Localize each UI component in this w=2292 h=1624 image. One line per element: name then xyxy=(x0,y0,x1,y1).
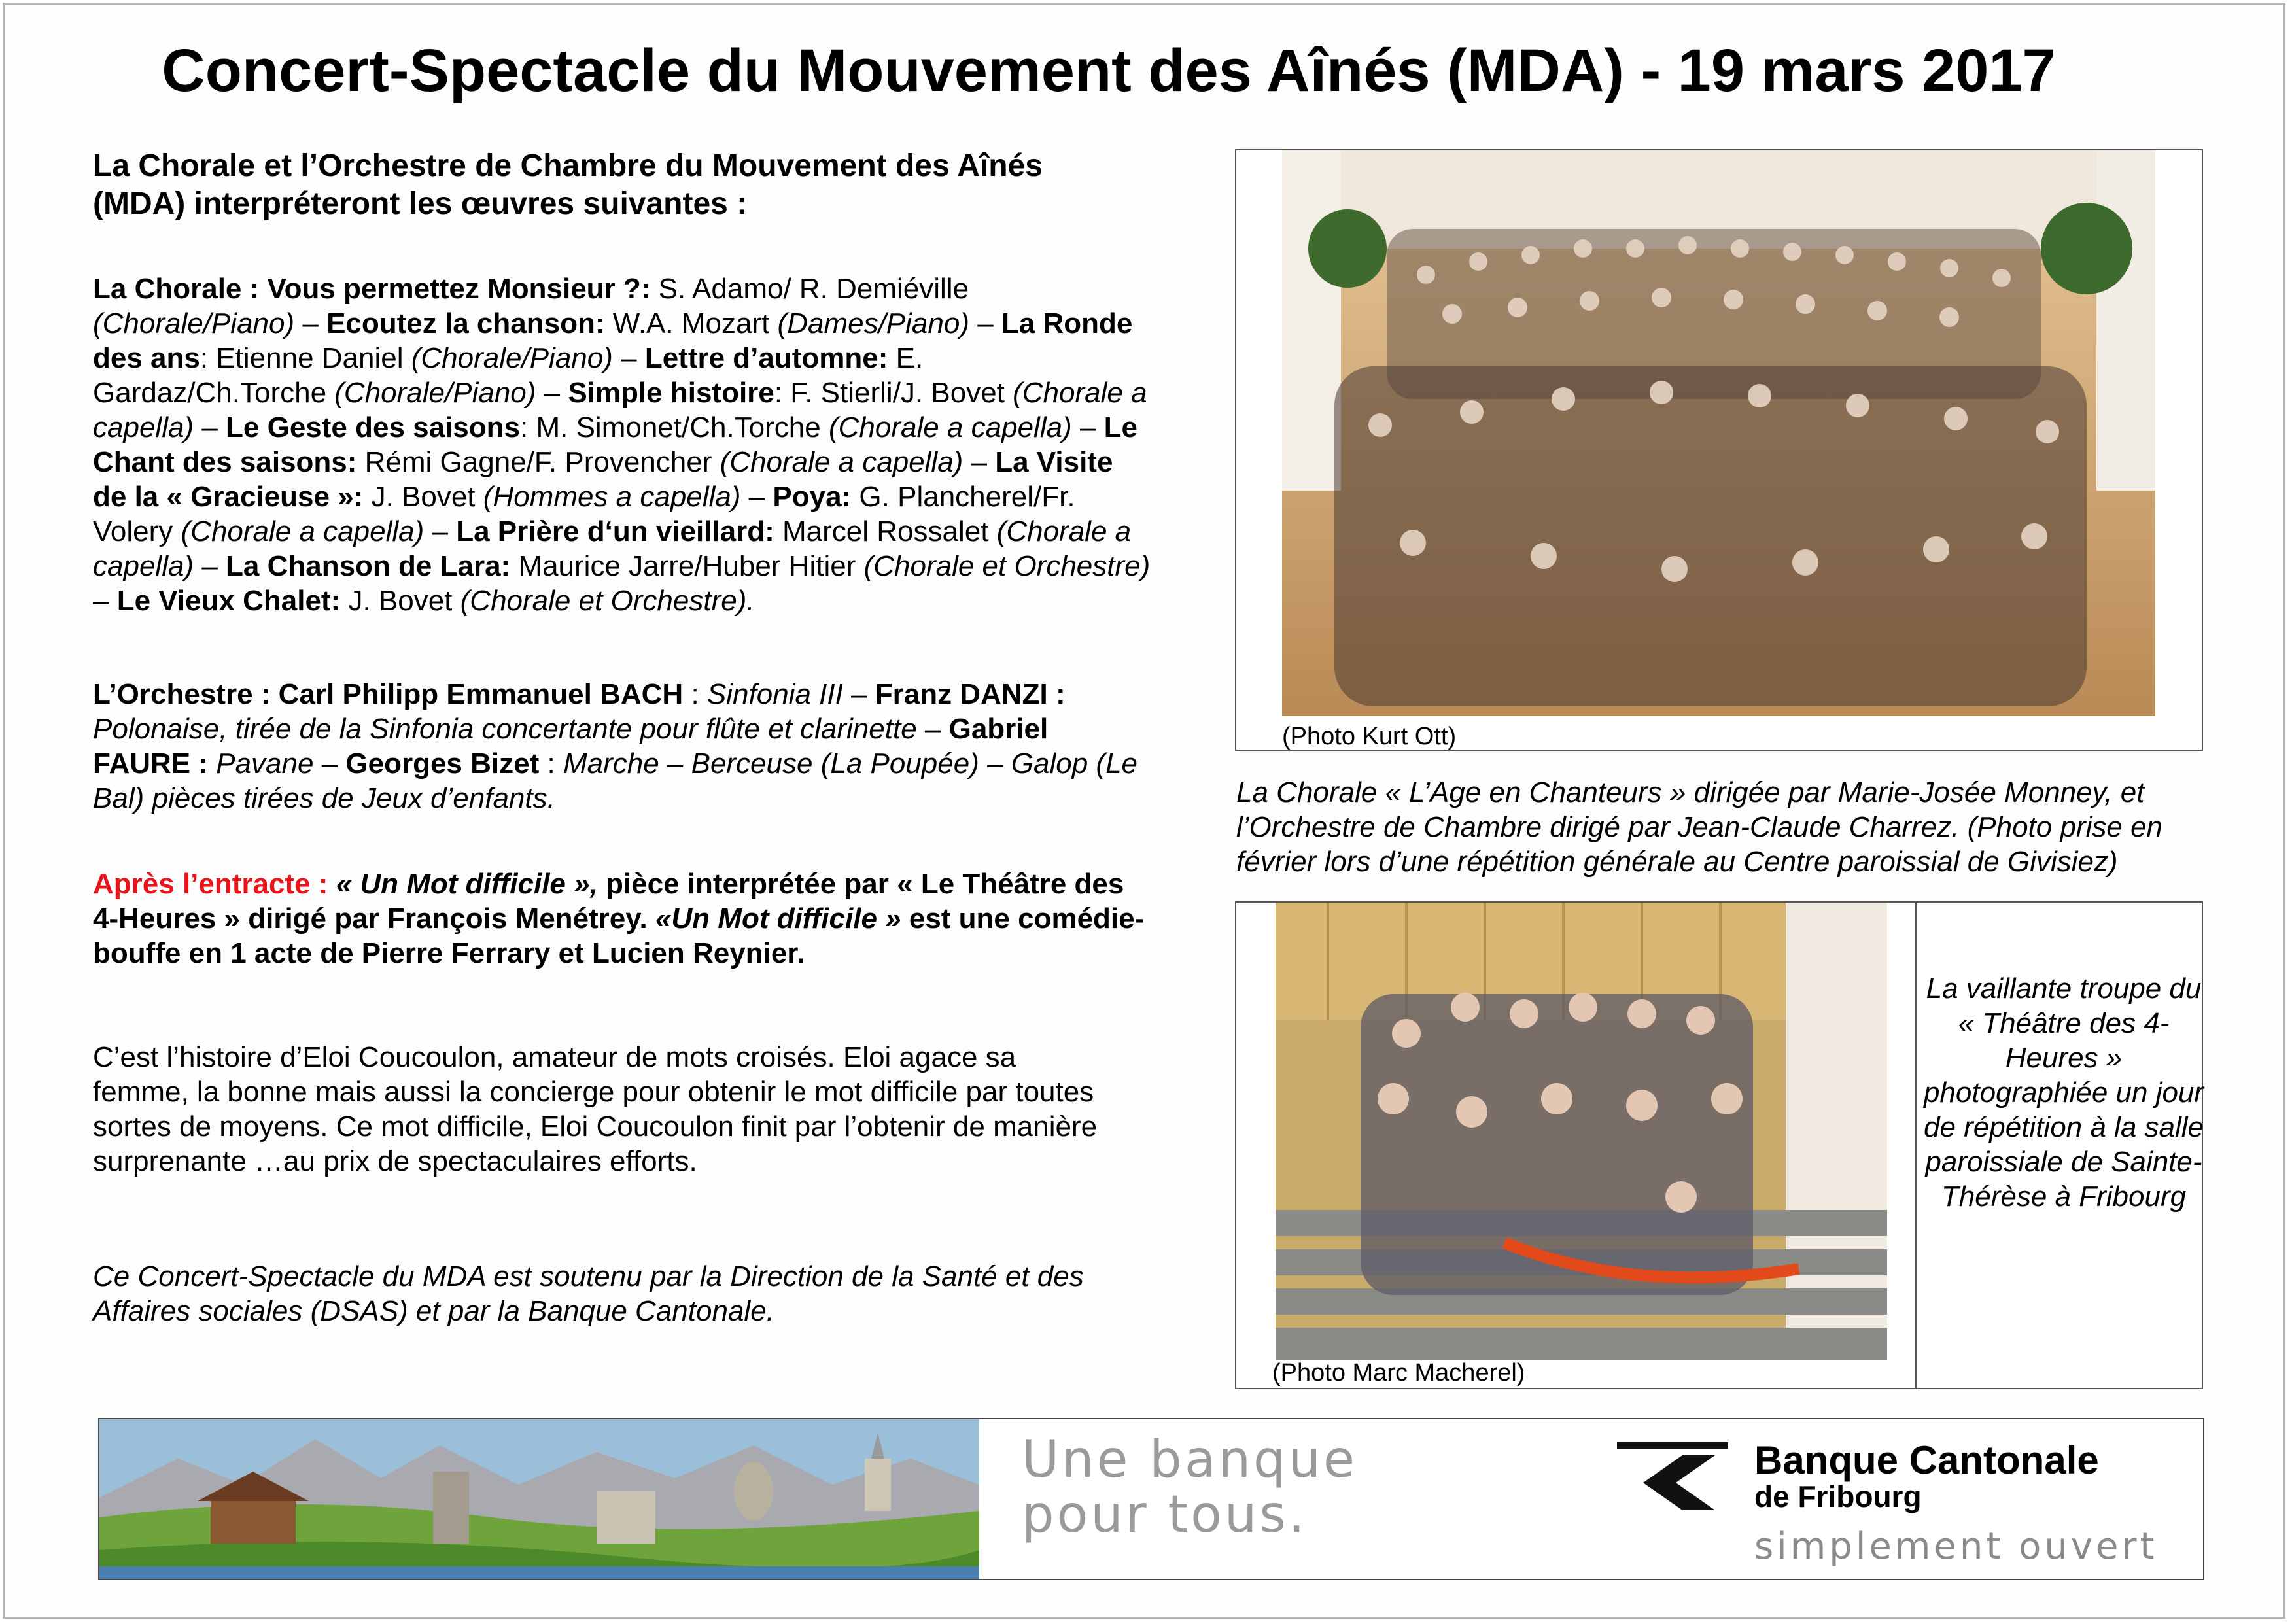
orchestra-works: L’Orchestre : Carl Philipp Emmanuel BACH : Sinfonia III – Franz DANZI : Polonaise, tirée de la Sinfonia concertante pour flûte et clarinette – Gabriel FAURE : Pavane – Georges Bizet : Marche – Berceuse (La Poupée) – Galop (Le Bal) pièces tirées de Jeux d’enfants. xyxy=(93,678,1138,814)
photo1-credit: (Photo Kurt Ott) xyxy=(1282,723,1457,750)
bcf-logo-icon xyxy=(1617,1442,1735,1524)
chorale-work-item: Simple histoire: F. Stierli/J. Bovet (Chorale a capella) xyxy=(93,377,1147,443)
bank-banner xyxy=(98,1418,2204,1580)
chorale-work-item: Lettre d’automne: E. Gardaz/Ch.Torche (Chorale/Piano) xyxy=(93,342,924,409)
chorale-work-item: La Visite de la « Gracieuse »: J. Bovet (Hommes a capella) xyxy=(93,446,1113,513)
entracte-text xyxy=(93,867,1153,971)
entracte-label: Après l’entracte : xyxy=(93,868,328,900)
photo2-caption: La vaillante troupe du « Théâtre des 4-Heures » photographiée un jour de répétition à la salle paroissiale de Sainte-Thérèse à Fribourg xyxy=(1923,973,2204,1213)
chorale-work-item: Le Vieux Chalet: J. Bovet (Chorale et Orchestre). xyxy=(116,585,755,617)
story-text: C’est l’histoire d’Eloi Coucoulon, amateur de mots croisés. Eloi agace sa femme, la bonne mais aussi la concierge pour obtenir le mot difficile par toutes sortes de moyens. Ce mot difficile, Eloi Coucoulon finit par l’obtenir de manière surprenante …au prix de spectaculaires efforts. xyxy=(93,1041,1098,1177)
bank-subtitle: de Fribourg xyxy=(1754,1479,1922,1513)
bank-motto: simplement ouvert xyxy=(1754,1525,2158,1568)
intro-text: La Chorale et l’Orchestre de Chambre du Mouvement des Aînés (MDA) interpréteront les œuvres suivantes : xyxy=(93,148,1043,221)
entracte-desc-1: pièce interprétée par « Le Théâtre des 4-Heures » dirigé par François Menétrey. xyxy=(93,868,1124,935)
theatre-troupe-photo xyxy=(1276,903,1887,1360)
orchestra-work-item: Gabriel FAURE : Pavane xyxy=(93,713,1049,780)
chorale-work-item: La Ronde des ans: Etienne Daniel (Chorale/Piano) xyxy=(93,307,1133,374)
orchestra-work-item: Carl Philipp Emmanuel BACH : Sinfonia III xyxy=(278,678,843,710)
chorale-work-item: La Chanson de Lara: Maurice Jarre/Huber Hitier (Chorale et Orchestre) xyxy=(226,550,1151,582)
chorale-work-item: Vous permettez Monsieur ?: S. Adamo/ R. Demiéville (Chorale/Piano) xyxy=(93,273,969,339)
play-title: « Un Mot difficile », xyxy=(328,868,598,900)
entracte-desc-2: est une comédie-bouffe en 1 acte de Pierre Ferrary et Lucien Reynier. xyxy=(93,903,1145,969)
chorale-work-item: Le Geste des saisons: M. Simonet/Ch.Torche (Chorale a capella) xyxy=(226,411,1072,443)
page-title: Concert-Spectacle du Mouvement des Aînés (MDA) - 19 mars 2017 xyxy=(162,37,2056,104)
play-title-2: «Un Mot difficile » xyxy=(655,903,901,935)
orchestra-work-item: Georges Bizet : Marche – Berceuse (La Poupée) – Galop (Le Bal) pièces tirées de Jeux d’enfants. xyxy=(93,748,1138,814)
chorale-works: La Chorale : Vous permettez Monsieur ?: S. Adamo/ R. Demiéville (Chorale/Piano) – Ecoutez la chanson: W.A. Mozart (Dames/Piano) – La Ronde des ans: Etienne Daniel (Chorale/Piano) – Lettre d’automne: E. Gardaz/Ch.Torche (Chorale/Piano) – Simple histoire: F. Stierli/J. Bovet (Chorale a capella) – Le Geste des saisons: M. Simonet/Ch.Torche (Chorale a capella) – Le Chant des saisons: Rémi Gagne/F. Provencher (Chorale a capella) – La Visite de la « Gracieuse »: J. Bovet (Hommes a capella) – Poya: G. Plancherel/Fr. Volery (Chorale a capella) – La Prière d‘un vieillard: Marcel Rossalet (Chorale a capella) – La Chanson de Lara: Maurice Jarre/Huber Hitier (Chorale et Orchestre) – Le Vieux Chalet: J. Bovet (Chorale et Orchestre). xyxy=(93,273,1151,617)
bank-slogan: Une banque pour tous. xyxy=(1022,1430,1357,1544)
orchestra-work-label: L’Orchestre : xyxy=(93,678,279,710)
chorale-work-label: La Chorale : xyxy=(93,273,268,305)
fribourg-landscape-illustration xyxy=(99,1419,979,1579)
chorale-work-item: Poya: G. Plancherel/Fr. Volery (Chorale a capella) xyxy=(93,481,1075,547)
photo1-caption: La Chorale « L’Age en Chanteurs » dirigée par Marie-Josée Monney, et l’Orchestre de Chambre dirigé par Jean-Claude Charrez. (Photo prise en février lors d’une répétition générale au Centre paroissial de Givisiez) xyxy=(1236,776,2163,878)
support-text: Ce Concert-Spectacle du MDA est soutenu par la Direction de la Santé et des Affaires sociales (DSAS) et par la Banque Cantonale. xyxy=(93,1260,1084,1327)
chorale-work-item: Le Chant des saisons: Rémi Gagne/F. Provencher (Chorale a capella) xyxy=(93,411,1137,478)
chorale-work-item: Ecoutez la chanson: W.A. Mozart (Dames/Piano) xyxy=(326,307,969,339)
photo2-divider xyxy=(1915,901,1917,1389)
photo2-credit: (Photo Marc Macherel) xyxy=(1272,1359,1525,1387)
chorale-work-item: La Prière d‘un vieillard: Marcel Rossalet (Chorale a capella) xyxy=(93,515,1132,582)
orchestra-work-item: Franz DANZI : Polonaise, tirée de la Sinfonia concertante pour flûte et clarinette xyxy=(93,678,1066,745)
bank-name: Banque Cantonale xyxy=(1754,1438,2099,1482)
choir-orchestra-photo xyxy=(1282,150,2155,716)
